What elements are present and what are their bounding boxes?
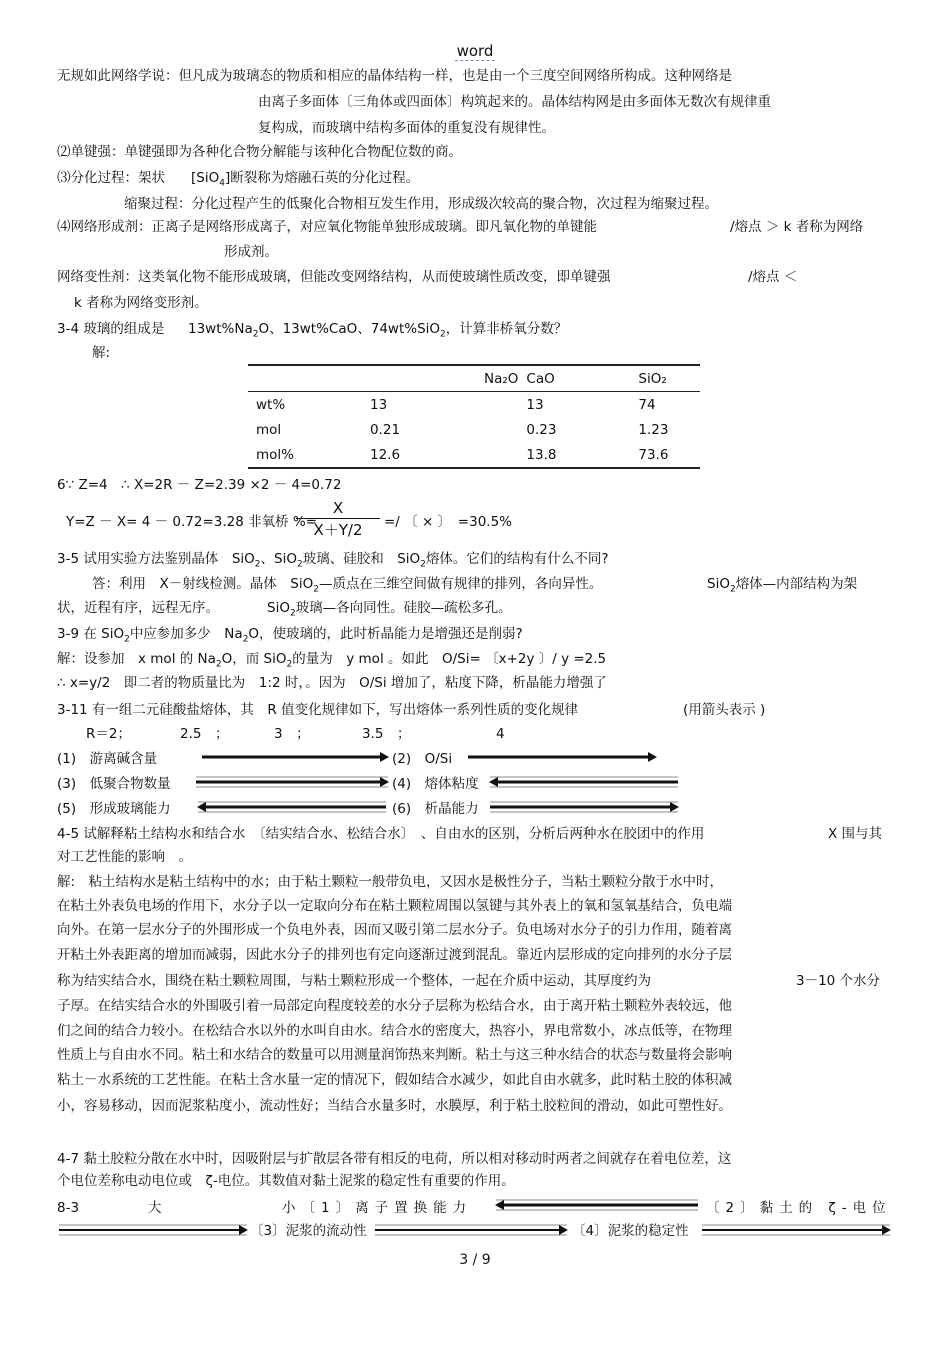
text-line: 〔2〕黏土的 ζ-电位 (706, 1200, 892, 1216)
page-number: 3 / 9 (459, 1252, 491, 1268)
arrow-right-icon (194, 775, 390, 789)
text-line: Y=Z － X= 4 － 0.72=3.28 非氧桥 %= (66, 514, 318, 530)
text-line: 个电位差称电动电位或 ζ-电位。其数值对黏土泥浆的稳定性有重要的作用。 (57, 1173, 515, 1189)
text-line: k 者称为网络变形剂。 (74, 295, 208, 311)
text-line: 形成剂。 (224, 244, 278, 260)
arrow-right-icon (373, 1223, 569, 1237)
text-line: 解: (92, 345, 111, 361)
text-line: 粘土－水系统的工艺性能。在粘土含水量一定的情况下，假如结合水减少，如此自由水就多，此时粘土胶的体积减 (57, 1072, 732, 1088)
text-line: 对工艺性能的影响 。 (57, 849, 192, 865)
text-line: 3-11 有一组二元硅酸盐熔体，其 R 值变化规律如下，写出熔体一系列性质的变化规律 (57, 702, 579, 718)
arrow-right-icon (488, 800, 680, 814)
text-line: SiO$_2$玻璃—各向同性。硅胶—疏松多孔。 (267, 600, 512, 619)
text-line: 3 ； (274, 726, 310, 742)
text-line: 6∵ Z=4 ∴ X=2R － Z=2.39 ×2 － 4=0.72 (57, 477, 342, 493)
text-line: 〔3〕泥浆的流动性 (250, 1223, 367, 1239)
text-line: 子厚。在结实结合水的外围吸引着一局部定向程度较差的水分子层称为松结合水，由于离开粘土颗粒外表较远，他 (57, 998, 732, 1014)
text-line: 复构成，而玻璃中结构多面体的重复没有规律性。 (258, 120, 555, 136)
text-line: 3－10 个水分 (796, 973, 881, 989)
text-line: 2.5 ； (180, 726, 229, 742)
text-line: (2) O/Si (392, 751, 453, 767)
text-line: (5) 形成玻璃能力 (57, 801, 171, 817)
fraction-denominator: X＋Y/2 (313, 521, 363, 539)
text-line: (1) 游离碱含量 (57, 751, 158, 767)
text-line: ⑶分化过程：架状 (57, 170, 165, 186)
text-line: 4 (496, 726, 505, 742)
fraction-numerator: X (296, 498, 380, 519)
text-line: R＝2； (86, 726, 131, 742)
text-line: 4-7 黏土胶粒分散在水中时，因吸附层与扩散层各带有相反的电荷，所以相对移动时两者之间就存在着电位差，这 (57, 1151, 732, 1167)
document-header: word (456, 42, 494, 60)
table-row: mol 0.21 0.23 1.23 (256, 421, 669, 438)
text-line: 称为结实结合水，围绕在粘土颗粒周围，与粘土颗粒形成一个整体，一起在介质中运动，其厚度约为 (57, 973, 651, 989)
composition-table (248, 364, 700, 469)
text-line: X 围与其 (828, 826, 883, 842)
text-line: /熔点 ＞ k 者称为网络 (730, 219, 864, 235)
text-line: 开粘土外表距离的增加而减弱，因此水分子的排列也有定向逐渐过渡到混乱。靠近内层形成的定向排列的水分子层 (57, 947, 732, 963)
text-line: 无规如此网络学说：但凡成为玻璃态的物质和相应的晶体结构一样，也是由一个三度空间网络所构成。这种网络是 (57, 68, 732, 84)
text-line: 大 (148, 1200, 162, 1216)
arrow-right-icon (700, 1223, 892, 1237)
text-line: 网络变性剂：这类氧化物不能形成玻璃，但能改变网络结构，从而使玻璃性质改变，即单键强 (57, 269, 611, 285)
text-line: 〔4〕泥浆的稳定性 (572, 1223, 689, 1239)
text-line: [SiO$_4$]断裂称为熔融石英的分化过程。 (191, 170, 420, 189)
table-row: mol% 12.6 13.8 73.6 (248, 442, 700, 468)
text-line: ⑵单键强：单键强即为各种化合物分解能与该种化合物配位数的商。 (57, 144, 462, 160)
text-line: 3-5 试用实验方法鉴别晶体 SiO$_2$、SiO$_2$玻璃、硅胶和 SiO$_2$熔体。它们的结构有什么不同? (57, 551, 609, 570)
text-line: 状，近程有序，远程无序。 (57, 600, 219, 616)
text-line: SiO$_2$熔体—内部结构为架 (707, 576, 858, 595)
arrow-right-icon (200, 750, 390, 764)
text-line: 小，容易移动，因而泥浆粘度小，流动性好；当结合水量多时，水膜厚，利于粘土胶粒间的滑动，如此可塑性好。 (57, 1098, 732, 1114)
text-line: 3-9 在 SiO$_2$中应参加多少 $Na_2O$，使玻璃的，此时析晶能力是增强还是削弱? (57, 626, 523, 645)
table-row: Na₂O CaO SiO₂ (248, 365, 700, 392)
text-line: 在粘土外表负电场的作用下，水分子以一定取向分布在粘土颗粒周围以氢键与其外表上的氧和氢氧基结合，负电端 (57, 898, 732, 914)
text-line: 向外。在第一层水分子的外围形成一个负电外表，因而又吸引第二层水分子。负电场对水分子的引力作用，随着离 (57, 922, 732, 938)
arrow-left-icon (494, 1198, 700, 1212)
text-line: 4-5 试解释粘土结构水和结合水 〔结实结合水、松结合水〕 、自由水的区别，分析后两种水在胶团中的作用 (57, 826, 705, 842)
arrow-right-icon (57, 1223, 249, 1237)
fraction (296, 498, 380, 541)
text-line: 3.5 ； (362, 726, 411, 742)
text-line: (用箭头表示 ) (683, 702, 766, 718)
text-line: (3) 低聚合物数量 (57, 776, 171, 792)
text-line: (4) 熔体粘度 (392, 776, 479, 792)
text-line: =/ 〔 × 〕 =30.5% (384, 514, 512, 530)
text-line: $13wt\%Na_2O$、13wt%CaO、74wt%SiO$_2$，计算非桥氧分数？ (188, 321, 568, 340)
arrow-left-icon (488, 775, 680, 789)
arrow-left-icon (196, 800, 388, 814)
text-line: 小〔1〕离子置换能力 (282, 1200, 473, 1216)
text-line: 由离子多面体〔三角体或四面体〕构筑起来的。晶体结构网是由多面体无数次有规律重 (258, 94, 771, 110)
text-line: ⑷网络形成剂：正离子是网络形成离子，对应氧化物能单独形成玻璃。即凡氧化物的单键能 (57, 219, 597, 235)
text-line: (6) 析晶能力 (392, 801, 479, 817)
text-line: 答：利用 X－射线检测。晶体 SiO$_2$—质点在三维空间做有规律的排列，各向异性。 (92, 576, 603, 595)
text-line: 解：设参加 x mol 的 $Na_2O$，而 SiO$_2$的量为 y mol 。如此 O/Si= 〔x+2y 〕/ y =2.5 (57, 651, 607, 670)
text-line: 们之间的结合力较小。在松结合水以外的水叫自由水。结合水的密度大，热容小，界电常数小，冰点低等，在物理 (57, 1023, 732, 1039)
text-line: 解: 粘土结构水是粘土结构中的水；由于粘土颗粒一般带负电，又因水是极性分子，当粘土颗粒分散于水中时， (57, 874, 724, 890)
text-line: 性质上与自由水不同。粘土和水结合的数量可以用测量润饰热来判断。粘土与这三种水结合的状态与数量将会影响 (57, 1047, 732, 1063)
table-row: wt% 13 13 74 (256, 396, 656, 413)
text-line: 8-3 (57, 1200, 80, 1216)
text-line: 缩聚过程：分化过程产生的低聚化合物相互发生作用，形成级次较高的聚合物，次过程为缩聚过程。 (124, 196, 718, 212)
text-line: /熔点 ＜ (748, 269, 798, 285)
text-line: ∴ x=y/2 即二者的物质量比为 1:2 时，。因为 O/Si 增加了，粘度下降，析晶能力增强了 (57, 675, 607, 691)
text-line: 3-4 玻璃的组成是 (57, 321, 165, 337)
arrow-right-icon (466, 750, 658, 764)
